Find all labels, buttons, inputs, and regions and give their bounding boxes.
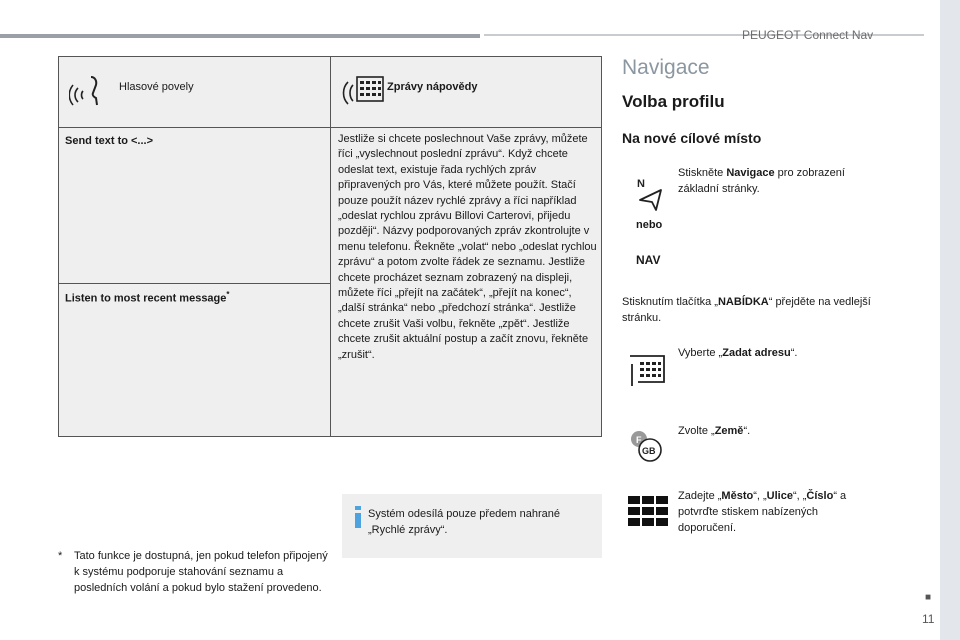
command-listen-message xyxy=(65,290,230,305)
step-keyword: Zadat adresu xyxy=(722,347,791,359)
step-text: “. xyxy=(743,425,751,437)
page-marker: ■ xyxy=(925,592,932,603)
info-note xyxy=(342,494,602,558)
svg-text:N: N xyxy=(637,178,645,190)
step-country xyxy=(678,423,878,439)
country-flag-icon xyxy=(630,428,666,469)
table-header-label: Zprávy nápovědy xyxy=(387,81,478,93)
header-title: PEUGEOT Connect Nav xyxy=(742,28,874,42)
table-header-voice-commands xyxy=(59,57,330,127)
page-number: 11 xyxy=(922,612,935,626)
help-text: Jestliže si chcete poslechnout Vaše zprávy, můžete říci „vyslechnout poslední zprávu“. Když chcete odeslat text, existuje řada rychlých zpráv připravených pro Vás, které můžete použít. Stačí pouze použít název rychlé zprávy a říci například „odeslat rychlou zprávu Billovi Carterovi, přijedu později“. Názvy podporovaných zpráv zkontrolujte v menu telefonu. Řekněte „volat“ nebo „odeslat rychlou zprávu“ a potom zvolte řádek ze seznamu. Jestliže chcete procházet seznam zobrazený na displeji, můžete říci „přejít na začátek“, „přejít na konec“, „další stránka“ nebo „předchozí stránka“. Jestliže chcete zrušit Vaši volbu, řekněte „zpět“. Jestliže chcete zrušit aktuální postup a začít znovu, řekněte „zrušit“. xyxy=(338,133,597,361)
table-header-label: Hlasové povely xyxy=(119,81,194,93)
step-text: “, „ xyxy=(792,490,807,502)
voice-command-table xyxy=(58,56,602,437)
nav-button-label: NAV xyxy=(636,253,661,267)
step-keyword: Ulice xyxy=(766,490,793,502)
step-text: “ a potvrďte stiskem nabízených doporučení. xyxy=(678,490,847,534)
step-text: Stiskněte xyxy=(678,167,727,179)
section-title: Navigace xyxy=(622,56,710,79)
step-text: Zvolte „ xyxy=(678,425,715,437)
table-header-help-messages xyxy=(331,57,602,127)
step-text: “. xyxy=(790,347,798,359)
step-text: Vyberte „ xyxy=(678,347,723,359)
or-label: nebo xyxy=(636,219,663,231)
step-city-street-number xyxy=(678,488,878,536)
table-column-divider xyxy=(330,57,331,436)
footnote xyxy=(58,548,328,596)
step-keyword: Číslo xyxy=(806,490,834,502)
para-keyword: NABÍDKA xyxy=(717,296,769,308)
command-send-text: Send text to <...> xyxy=(65,135,154,147)
section-heading: Volba profilu xyxy=(622,92,725,111)
footnote-text: Tato funkce je dostupná, jen pokud telefon připojený k systému podporuje stahování seznamu a posledních volání a pokud bylo stažení provedeno. xyxy=(74,550,328,594)
step-enter-address xyxy=(678,345,878,361)
info-note-text: Systém odesílá pouze předem nahrané „Rychlé zprávy“. xyxy=(368,508,561,536)
address-entry-icon xyxy=(628,350,666,393)
footnote-mark: * xyxy=(58,550,63,562)
voice-keyboard-icon xyxy=(341,71,385,116)
command-label: Listen to most recent message xyxy=(65,292,227,305)
step-keyword: Navigace xyxy=(726,167,775,179)
step-navigation xyxy=(678,165,878,197)
step-keyword: Země xyxy=(714,425,744,437)
voice-command-icon xyxy=(69,71,109,114)
menu-instruction xyxy=(622,294,872,326)
section-subheading: Na nové cílové místo xyxy=(622,130,762,146)
step-text: “, „ xyxy=(753,490,767,502)
table-divider xyxy=(59,283,330,284)
para-text: “ přejděte na vedlejší stránku. xyxy=(622,296,871,324)
info-icon xyxy=(354,506,362,533)
navigation-arrow-icon xyxy=(634,176,664,217)
flag-f: F xyxy=(636,435,642,445)
asterisk: * xyxy=(226,290,230,299)
step-text: Zadejte „ xyxy=(678,490,722,502)
header-bar xyxy=(0,34,480,38)
para-text: Stisknutím tlačítka „ xyxy=(622,296,718,308)
flag-gb: GB xyxy=(642,446,656,456)
side-strip xyxy=(940,0,960,640)
keypad-grid-icon xyxy=(628,496,668,531)
step-keyword: Město xyxy=(721,490,754,502)
step-text: pro zobrazení základní stránky. xyxy=(678,167,845,195)
